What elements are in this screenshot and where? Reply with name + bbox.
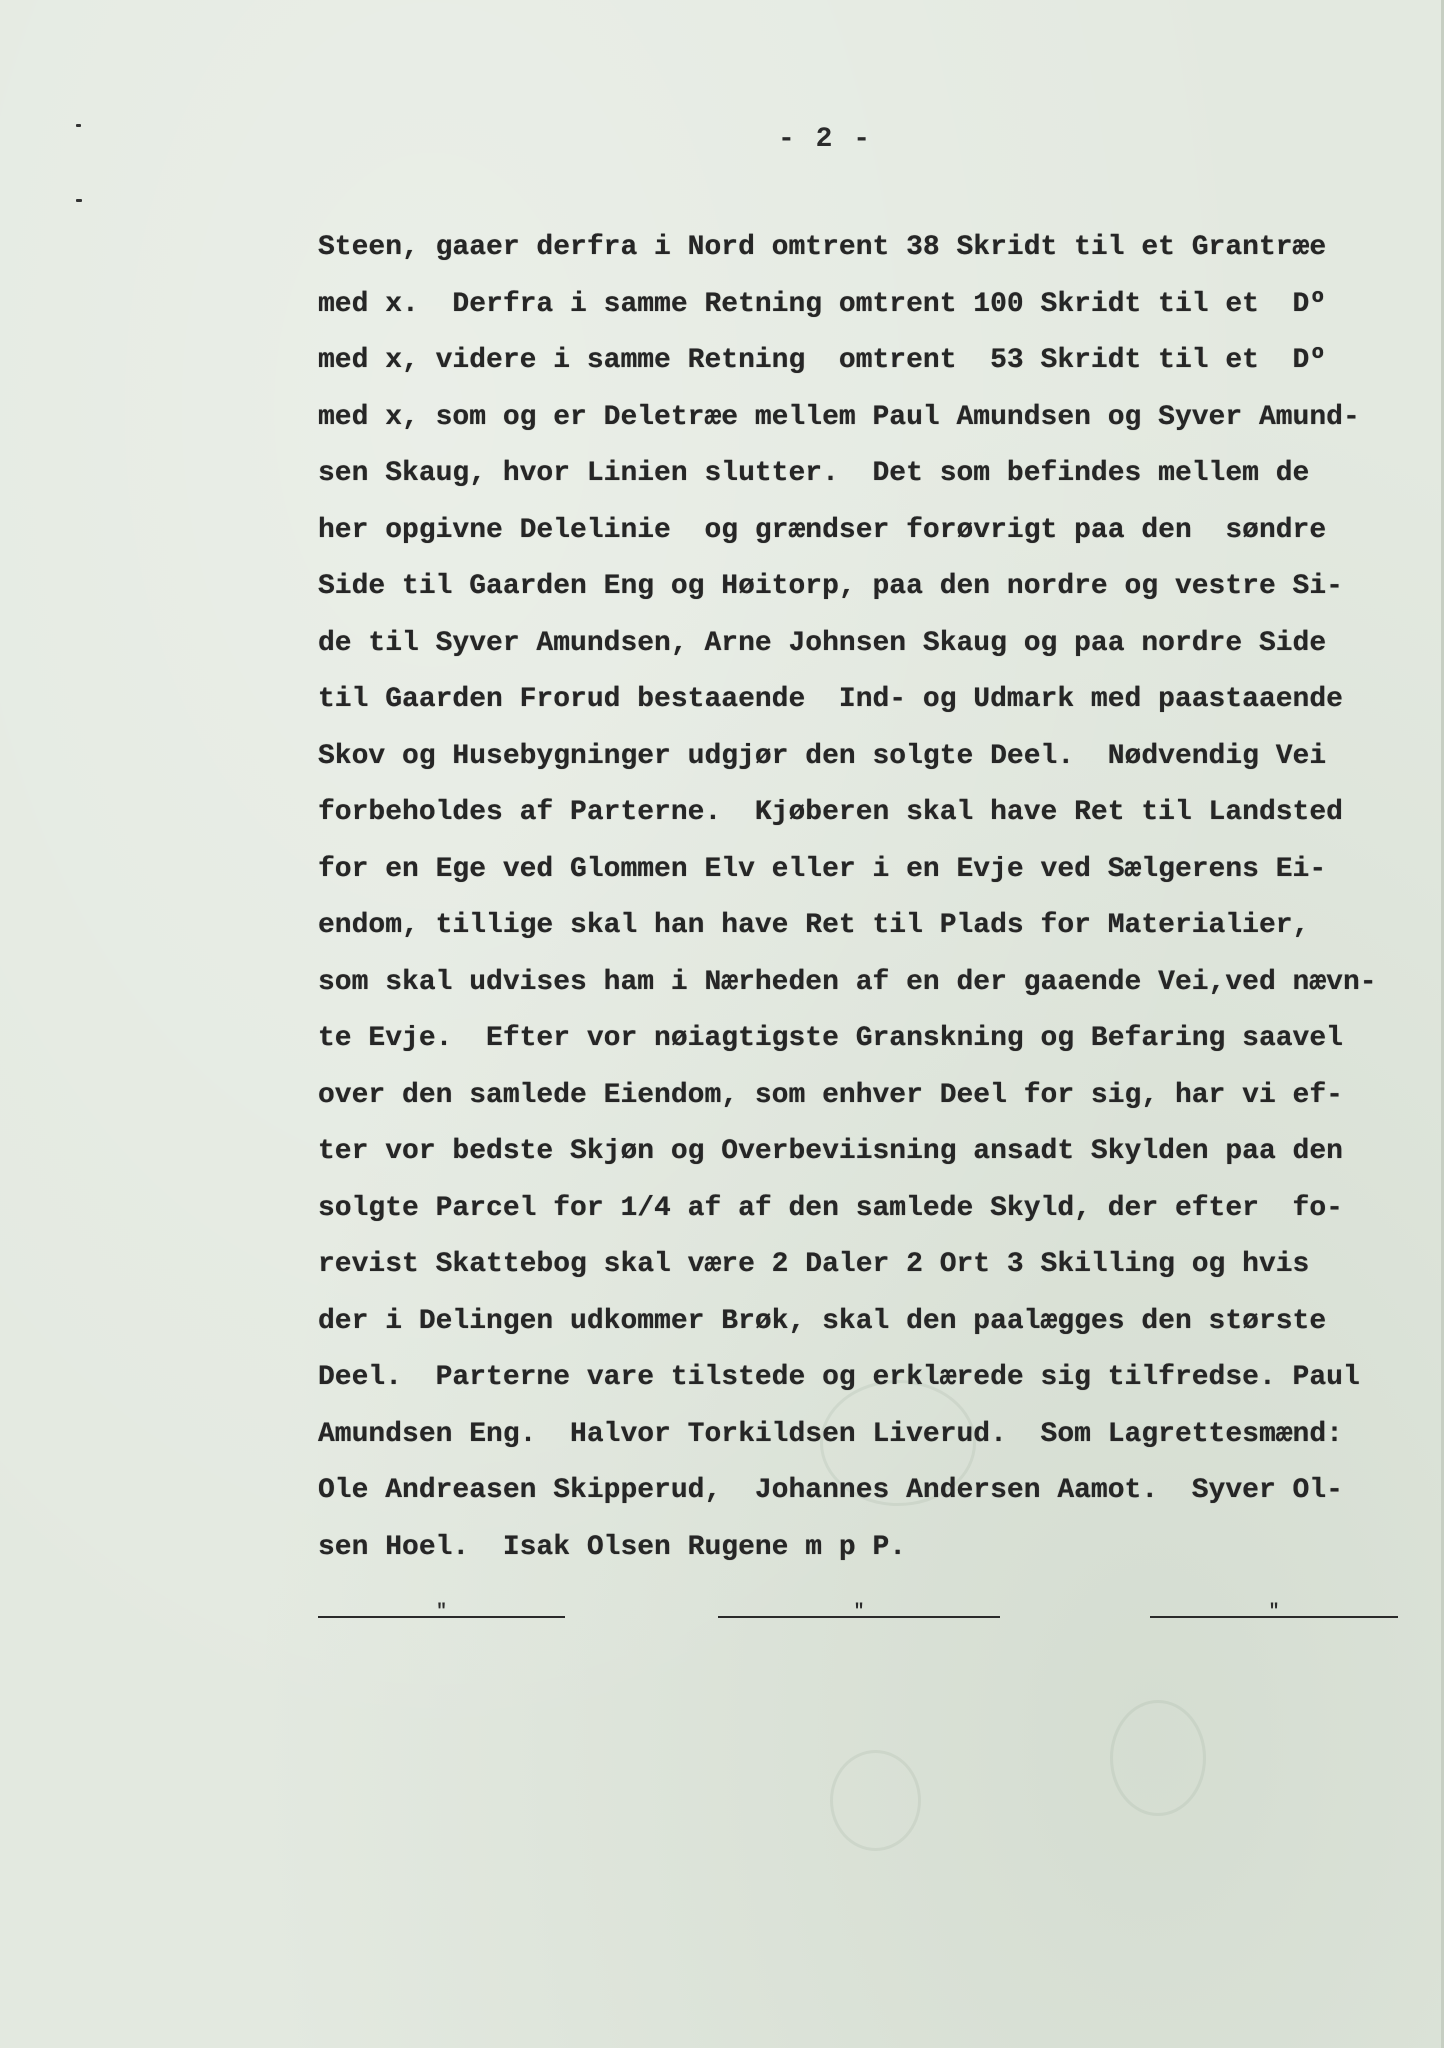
text-line: med x. Derfra i samme Retning omtrent 100 Skridt til et Dº xyxy=(318,288,1327,320)
text-line: Amundsen Eng. Halvor Torkildsen Liverud. Som Lagrettesmænd: xyxy=(318,1418,1343,1450)
text-line: endom, tillige skal han have Ret til Plads for Materialier, xyxy=(318,910,1310,941)
ditto-mark: " xyxy=(1268,1602,1280,1622)
text-line: Skov og Husebygninger udgjør den solgte Deel. Nødvendig Vei xyxy=(318,740,1327,772)
signature-lines xyxy=(0,1602,1444,1632)
text-line: der i Delingen udkommer Brøk, skal den paalægges den største xyxy=(318,1305,1327,1337)
page-number: - 2 - xyxy=(777,124,872,155)
signature-line xyxy=(718,1602,1000,1622)
text-line: Steen, gaaer derfra i Nord omtrent 38 Skridt til et Grantræe xyxy=(318,232,1327,263)
text-line: solgte Parcel for 1/4 af af den samlede Skyld, der efter fo- xyxy=(318,1192,1343,1224)
document-body xyxy=(318,220,1398,1576)
text-line: for en Ege ved Glommen Elv eller i en Evje ved Sælgerens Ei- xyxy=(318,853,1327,885)
text-line: til Gaarden Frorud bestaaende Ind- og Udmark med paastaaende xyxy=(318,684,1343,715)
ditto-mark: " xyxy=(853,1602,865,1622)
text-line: over den samlede Eiendom, som enhver Deel for sig, har vi ef- xyxy=(318,1079,1343,1111)
faded-stamp-mark xyxy=(830,1750,921,1851)
text-line: Side til Gaarden Eng og Høitorp, paa den nordre og vestre Si- xyxy=(318,571,1343,602)
text-line: som skal udvises ham i Nærheden af en der gaaende Vei,ved nævn- xyxy=(318,966,1377,998)
text-line: te Evje. Efter vor nøiagtigste Granskning og Befaring saavel xyxy=(318,1023,1343,1054)
text-line: med x, som og er Deletræe mellem Paul Amundsen og Syver Amund- xyxy=(318,401,1360,433)
text-line: Deel. Parterne vare tilstede og erklærede sig tilfredse. Paul xyxy=(318,1362,1360,1393)
text-line: sen Skaug, hvor Linien slutter. Det som befindes mellem de xyxy=(318,458,1310,489)
text-line: ter vor bedste Skjøn og Overbeviisning ansadt Skylden paa den xyxy=(318,1136,1343,1167)
text-line: Ole Andreasen Skipperud, Johannes Andersen Aamot. Syver Ol- xyxy=(318,1475,1343,1506)
signature-line xyxy=(1150,1602,1398,1622)
text-line: her opgivne Delelinie og grændser forøvrigt paa den søndre xyxy=(318,514,1327,546)
ditto-mark: " xyxy=(436,1602,447,1622)
text-line: forbeholdes af Parterne. Kjøberen skal have Ret til Landsted xyxy=(318,797,1343,828)
text-line: sen Hoel. Isak Olsen Rugene m p P. xyxy=(318,1531,907,1563)
text-line: med x, videre i samme Retning omtrent 53 Skridt til et Dº xyxy=(318,345,1327,376)
margin-mark xyxy=(76,199,82,202)
text-line: revist Skattebog skal være 2 Daler 2 Ort 3 Skilling og hvis xyxy=(318,1249,1310,1280)
signature-line xyxy=(318,1602,565,1622)
faded-stamp-mark xyxy=(1110,1700,1206,1816)
text-line: de til Syver Amundsen, Arne Johnsen Skaug og paa nordre Side xyxy=(318,627,1327,659)
